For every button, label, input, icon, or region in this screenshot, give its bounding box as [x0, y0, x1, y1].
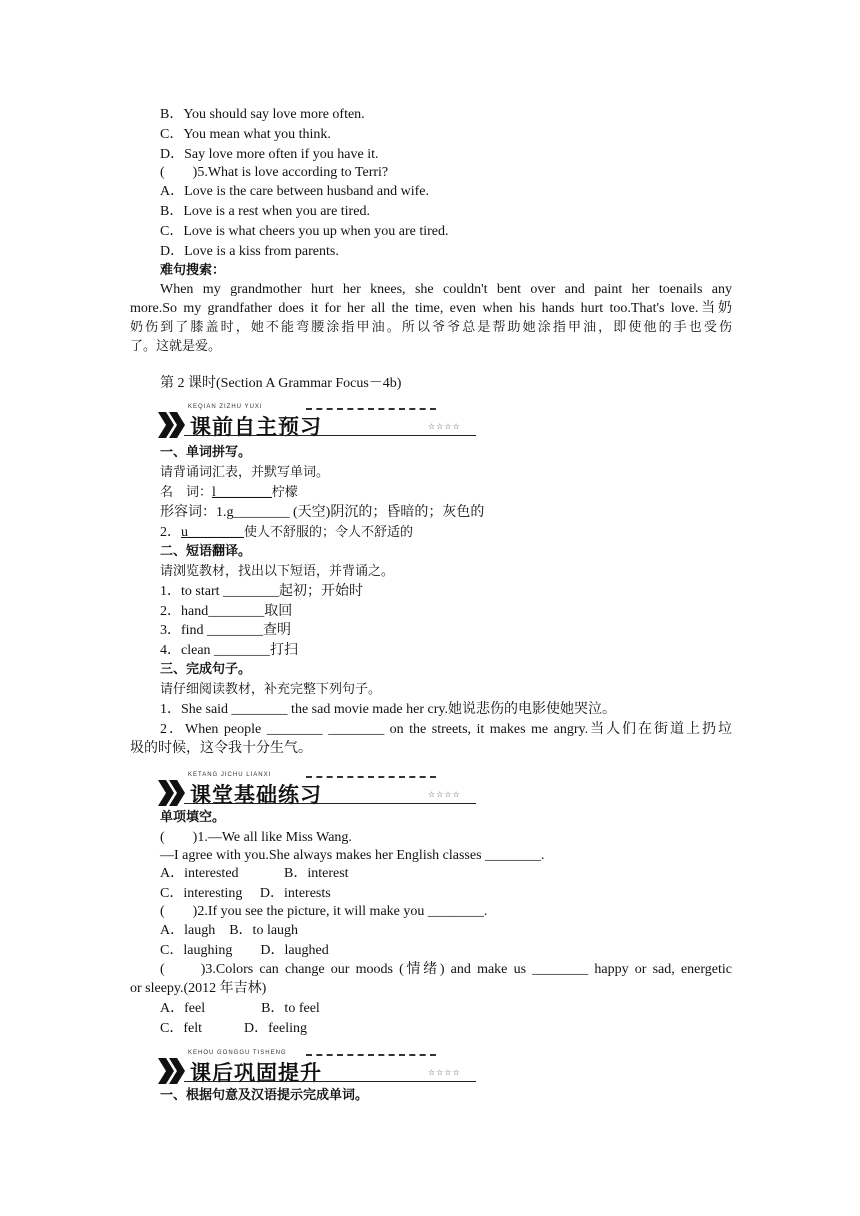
banner-stars: ☆☆☆☆ — [428, 422, 461, 431]
banner-pinyin: KEQIAN ZIZHU YUXI — [188, 404, 263, 410]
banner-dash-line — [306, 408, 436, 410]
banner-stars: ☆☆☆☆ — [428, 1068, 461, 1077]
phrase-2: 2．hand________取回 — [160, 604, 293, 619]
question-3 — [130, 960, 732, 998]
double-chevron-icon — [158, 412, 186, 438]
banner-rule — [184, 435, 476, 436]
sentence-1: 1．She said ________ the sad movie made her cry.她说悲伤的电影使她哭泣。 — [160, 702, 616, 717]
option-d-q4: D．Say love more often if you have it. — [160, 147, 379, 162]
spelling-instruction: 请背诵词汇表，并默写单词。 — [160, 465, 330, 480]
question-3-line-1: ( )3.Colors can change our moods (情绪) and make us ________ happy or sad, energetic — [160, 962, 732, 977]
sentence-heading: 三、完成句子。 — [160, 662, 252, 677]
noun-line — [160, 483, 298, 502]
phrase-1: 1．to start ________起初；开始时 — [160, 584, 363, 599]
adjective-line-1: 形容词：1.g________ (天空)阴沉的；昏暗的；灰色的 — [160, 505, 485, 520]
complete-words-heading: 一、根据句意及汉语提示完成单词。 — [160, 1088, 369, 1103]
lesson-title: 第 2 课时(Section A Grammar Focus－4b) — [160, 376, 402, 391]
banner-pinyin: KEHOU GONGGU TISHENG — [188, 1050, 287, 1056]
phrase-4: 4．clean ________打扫 — [160, 643, 299, 658]
phrase-instruction: 请浏览教材，找出以下短语，并背诵之。 — [160, 564, 395, 579]
banner-stars: ☆☆☆☆ — [428, 790, 461, 799]
paragraph-line-1: When my grandmother hurt her knees, she couldn't bent over and paint her toenails any — [160, 282, 732, 297]
question-3-line-2: or sleepy.(2012 年吉林) — [130, 981, 267, 996]
banner-rule — [184, 1081, 476, 1082]
q3-options-ab: A．feel B．to feel — [160, 1001, 320, 1016]
banner-title: 课前自主预习 — [190, 415, 322, 439]
banner-dash-line — [306, 1054, 436, 1056]
option-c-q4: C．You mean what you think. — [160, 127, 331, 142]
option-b-q5: B．Love is a rest when you are tired. — [160, 204, 370, 219]
sentence-2-line-1: 2．When people ________ ________ on the streets, it makes me angry.当人们在街道上扔垃 — [160, 722, 732, 737]
paragraph-line-2: more.So my grandfather does it for her all the time, even when his hands hurt too.That's love.当奶 — [130, 301, 732, 316]
option-b-q4: B．You should say love more often. — [160, 107, 365, 122]
sentence-instruction: 请仔细阅读教材，补充完整下列句子。 — [160, 682, 382, 697]
adjective-2-meaning: 使人不舒服的；令人不舒适的 — [244, 525, 414, 540]
banner-preview — [158, 402, 478, 448]
paragraph-line-4: 了。这就是爱。 — [130, 339, 222, 354]
banner-dash-line — [306, 776, 436, 778]
banner-rule — [184, 803, 476, 804]
noun-label: 名 词： — [160, 485, 213, 500]
single-choice-heading: 单项填空。 — [160, 810, 226, 825]
spelling-heading: 一、单词拼写。 — [160, 445, 252, 460]
banner-title: 课堂基础练习 — [190, 783, 322, 807]
q1-options-cd: C．interesting D．interests — [160, 886, 331, 901]
sentence-2 — [130, 720, 732, 758]
noun-meaning: 柠檬 — [271, 485, 298, 500]
adjective-line-2 — [160, 523, 413, 542]
sentence-2-line-2: 圾的时候，这令我十分生气。 — [130, 741, 312, 756]
difficult-sentence-heading: 难句搜索： — [160, 263, 226, 278]
paragraph-line-3: 奶伤到了膝盖时，她不能弯腰涂指甲油。所以爷爷总是帮助她涂指甲油，即使他的手也受伤 — [130, 320, 732, 335]
adjective-2-number: 2． — [160, 525, 181, 540]
q2-options-ab: A．laugh B．to laugh — [160, 923, 299, 938]
q1-options-ab: A．interested B．interest — [160, 866, 349, 881]
banner-title: 课后巩固提升 — [190, 1061, 322, 1085]
noun-blank: l________ — [212, 485, 272, 500]
question-2: ( )2.If you see the picture, it will make you ________. — [160, 904, 488, 919]
double-chevron-icon — [158, 780, 186, 806]
option-c-q5: C．Love is what cheers you up when you are tired. — [160, 224, 449, 239]
adjective-2-blank: u________ — [181, 525, 244, 540]
difficult-sentence-paragraph — [130, 280, 732, 356]
double-chevron-icon — [158, 1058, 186, 1084]
phrase-3: 3．find ________查明 — [160, 623, 292, 638]
q3-options-cd: C．felt D．feeling — [160, 1021, 307, 1036]
option-a-q5: A．Love is the care between husband and wife. — [160, 184, 430, 199]
question-5: ( )5.What is love according to Terri? — [160, 165, 389, 180]
phrase-heading: 二、短语翻译。 — [160, 544, 252, 559]
option-d-q5: D．Love is a kiss from parents. — [160, 244, 339, 259]
banner-pinyin: KETANG JICHU LIANXI — [188, 772, 272, 778]
question-1-reply: —I agree with you.She always makes her English classes ________. — [160, 848, 545, 863]
q2-options-cd: C．laughing D．laughed — [160, 943, 329, 958]
question-1: ( )1.—We all like Miss Wang. — [160, 830, 352, 845]
